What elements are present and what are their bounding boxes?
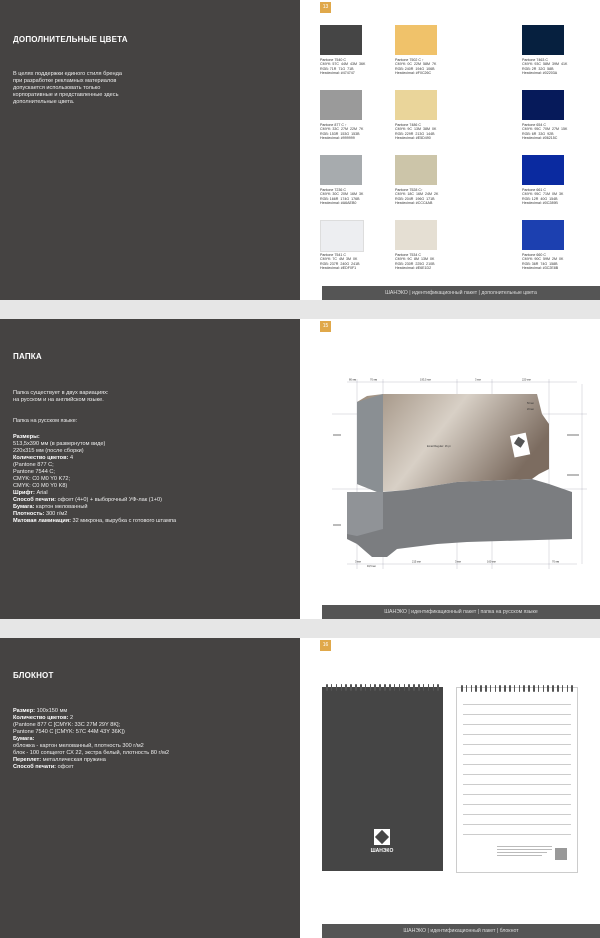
notebook-logo-text: ШАНЭКО: [370, 848, 394, 854]
page-number: 15: [320, 321, 331, 332]
dimension-label: 20 мм: [527, 408, 534, 411]
spec-row: (Pantone 877 C;: [13, 462, 54, 468]
notebook-page-logo: [555, 848, 567, 860]
page-additional-colors: [0, 0, 600, 300]
dims-top: [349, 378, 531, 382]
spec-row: Количество цветов: 2: [13, 715, 74, 721]
right-panel: [300, 638, 600, 938]
dimension-label: 3 мм: [475, 378, 481, 382]
color-swatch: [395, 220, 437, 250]
color-swatch: [395, 25, 437, 55]
swatch-info: Pantone 7463 C CMYK: 93C 58M 39M 41K RGB: 2R 32G 58B Hexdecimal: #02203A: [522, 58, 568, 76]
swatch-info: Pantone 877 C ↑ CMYK: 33C 27M 22M 7K RGB: 153R 153G 153B Hexdecimal: #999999: [320, 123, 364, 141]
page-footer: ШАНЭКО | идентификационный пакет | дополнительные цвета: [322, 286, 600, 300]
swatch-info: Pantone 7534 C CMYK: 9C 8M 13M 0K RGB: 230R 225G 210B Hexdecimal: #E6E1D2: [395, 253, 435, 271]
spec-row: 220x315 мм (после сборки): [13, 448, 84, 454]
color-swatch: [320, 220, 364, 252]
dimension-label: 70 мм: [370, 378, 378, 382]
spec-row: Размер: 100x150 мм: [13, 708, 68, 714]
spec-row: Плотность: 300 г/м2: [13, 511, 68, 517]
spec-row: Способ печати: офсет: [13, 764, 74, 770]
folder-side-flap: [357, 394, 383, 492]
spec-row: CMYK: C0 M0 Y0 K8): [13, 483, 68, 489]
color-swatch: [320, 155, 362, 185]
swatch-info: Pantone 661 C CMYK: 95C 71M 0M 3K RGB: 12R 40G 154B Hexdecimal: #0C289B: [522, 188, 564, 206]
page-description: В целях поддержки единого стиля бренда при разработке рекламных материалов допускается использовать только корпоративные и представленные здесь дополнительные цвета.: [13, 71, 123, 105]
notebook-cover: [322, 687, 443, 871]
right-panel: [300, 0, 600, 300]
spec-row: Шрифт: Arial: [13, 490, 48, 496]
page-notebook: [0, 638, 600, 938]
color-swatch: [395, 155, 437, 185]
spec-row: блок - 100 сопщегот СХ 22, экстра белый, плотность 80 г/м2: [13, 750, 170, 756]
left-panel: [0, 0, 300, 300]
folder-diagram: [327, 374, 589, 574]
spec-row: Pantone 7544 C;: [13, 469, 55, 475]
spec-row: (Pantone 877 C [CMYK: 33C 27M 29Y 8K];: [13, 722, 121, 728]
dimension-label: 94,5 мм: [367, 565, 376, 568]
color-swatch: [522, 90, 564, 120]
notebook-spec: [13, 708, 283, 771]
folder-label: Email Reguler: 16 pt: [427, 445, 451, 448]
spiral-binding: [461, 685, 573, 692]
spiral-binding: [326, 684, 439, 691]
spec-row: Матовая ламинация: 32 микрона, вырубка с готового штампа: [13, 518, 177, 524]
color-swatch: [522, 155, 564, 185]
dimension-label: 3 мм: [455, 560, 461, 564]
folder-intro: Папка существует в двух вариациях: на русском и на английском языке.: [13, 390, 109, 403]
dimension-label: 193,5 мм: [420, 378, 431, 382]
spec-row: 513,5x390 мм (в развернутом виде): [13, 441, 106, 447]
swatch-info: Pantone 654 C CMYK: 95C 70M 27M 15K RGB: 6R 33G 92B Hexdecimal: #06215C: [522, 123, 568, 141]
page-title: БЛОКНОТ: [13, 671, 54, 680]
spec-row: Бумага: картон мелованный: [13, 504, 88, 510]
color-swatch: [320, 90, 362, 120]
dimension-label: 160 мм: [487, 560, 496, 564]
spec-row: Количество цветов: 4: [13, 455, 74, 461]
swatch-info: Pantone 7486 C CMYK: 9C 13M 38M 0K RGB: 229R 213G 144B Hexdecimal: #E5D490: [395, 123, 437, 141]
folder-spec: [13, 434, 283, 525]
spec-row: Размеры:: [13, 434, 40, 440]
dimension-label: 220 мм: [522, 378, 531, 382]
spec-row: Переплет: металлическая пружина: [13, 757, 106, 763]
folder-lang-note: Папка на русском языке:: [13, 418, 78, 424]
spec-row: Pantone 7540 C [CMYK: 57C 44M 43Y 36K]): [13, 729, 125, 735]
page-folder: [0, 319, 600, 619]
color-swatch: [320, 25, 362, 55]
left-panel: [0, 638, 300, 938]
spec-row: CMYK: C0 M0 Y0 K72;: [13, 476, 71, 482]
swatch-info: Pantone 7502 C ↑ CMYK: 0C 22M 58M 7K RGB: 240R 194G 106B Hexdecimal: #F0C26C: [395, 58, 437, 76]
page-title: ДОПОЛНИТЕЛЬНЫЕ ЦВЕТА: [13, 35, 128, 44]
dimension-label: 80 мм: [349, 378, 357, 382]
color-swatch: [522, 25, 564, 55]
swatch-info: Pantone 7528 C↑ CMYK: 18C 16M 24M 2K RGB: 204R 196G 171B Hexdecimal: #CCC4AB: [395, 188, 439, 206]
dimension-label: 215 мм: [412, 560, 421, 564]
folder-pocket-flap: [347, 492, 383, 536]
spec-row: Способ печати: офсет (4+0) + выборочный УФ-лак (1+0): [13, 497, 162, 503]
page-number: 16: [320, 640, 331, 651]
right-panel: [300, 319, 600, 619]
swatch-info: Pantone 7541 C CMYK: 7C 4M 3M 0K RGB: 237R 240G 241B Hexdecimal: #EDF0F1: [320, 253, 360, 271]
color-swatch: [395, 90, 437, 120]
page-footer: ШАНЭКО | идентификационный пакет | папка на русском языке: [322, 605, 600, 619]
left-panel: [0, 319, 300, 619]
page-title: ПАПКА: [13, 352, 42, 361]
notebook-page: [456, 687, 578, 873]
swatch-info: Pantone 7540 C CMYK: 57C 44M 43M 36K RGB: 71R 71G 71B Hexdecimal: #474747: [320, 58, 366, 76]
page-footer: ШАНЭКО | идентификационный пакет | блокнот: [322, 924, 600, 938]
dimension-label: 70 мм: [552, 560, 560, 564]
dimension-label: 50 мм: [527, 402, 534, 405]
notebook-logo: [374, 829, 390, 845]
swatch-info: Pantone 660 C CMYK: 90C 59M 2M 0K RGB: 36R 74G 158B Hexdecimal: #3C2E8B: [522, 253, 564, 271]
color-swatch: [522, 220, 564, 250]
page-number: 13: [320, 2, 331, 13]
spec-row: обложка - картон мелованный, плотность 300 г/м2: [13, 743, 144, 749]
swatch-info: Pantone 7236 C CMYK: 30C 20M 16M 3K RGB: 166R 174G 176B Hexdecimal: #A6AEB0: [320, 188, 364, 206]
spec-row: Бумага:: [13, 736, 35, 742]
dimension-label: 3 мм: [355, 560, 361, 564]
